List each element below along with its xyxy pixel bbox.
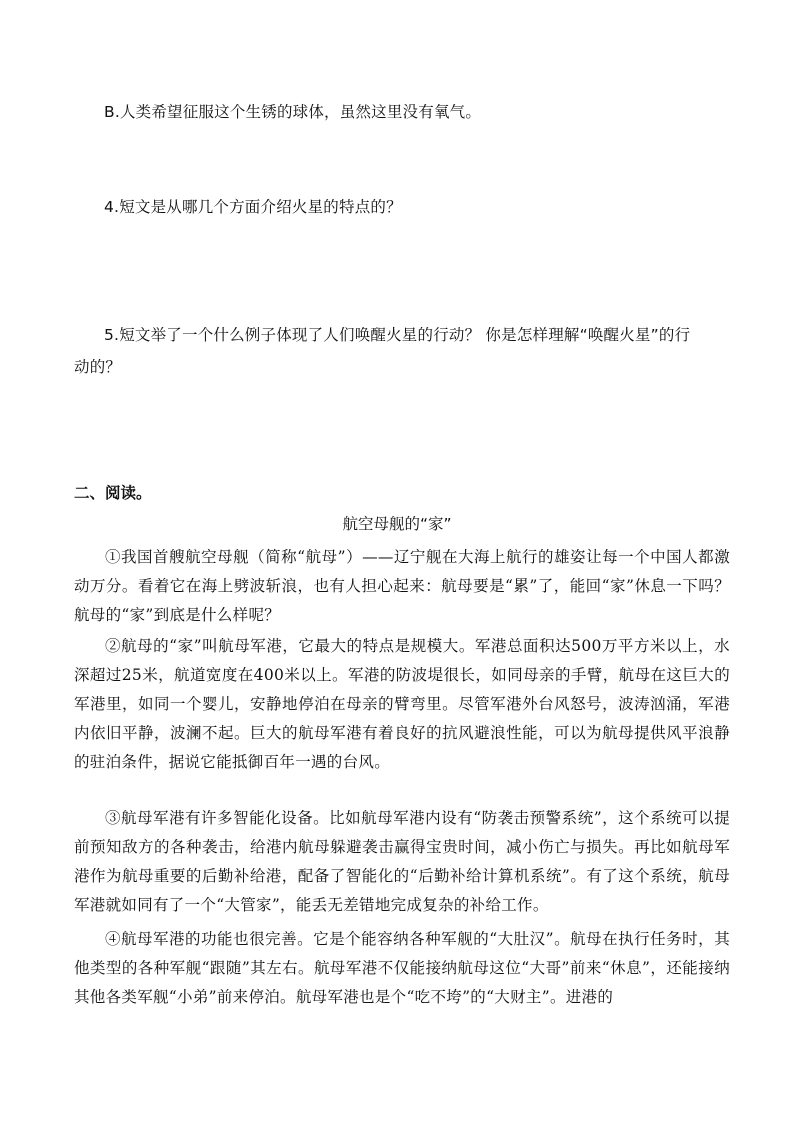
paragraph-4: ④航母军港的功能也很完善。它是个能容纳各种军舰的“大肚汉”。航母在执行任务时，其他类型的各种军舰“跟随”其左右。航母军港不仅能接纳航母这位“大哥”前来“休息”，还能接纳其他各类军舰“小弟”前来停泊。航母军港也是个“吃不垮”的“大财主”。进港的 xyxy=(74,930,730,1006)
section-heading: 二、阅读。 xyxy=(74,484,152,502)
question-4: 4.短文是从哪几个方面介绍火星的特点的？ xyxy=(104,198,402,216)
question-5-line-2: 动的？ xyxy=(74,358,122,376)
article-title: 航空母舰的“家” xyxy=(342,515,452,533)
paragraph-1: ①我国首艘航空母舰（简称“航母”）——辽宁舰在大海上航行的雄姿让每一个中国人都激动万分。看着它在海上劈波斩浪，也有人担心起来：航母要是“累”了，能回“家”休息一下吗？航母的“家”到底是什么样呢？ xyxy=(74,548,730,624)
question-b-option: B.人类希望征服这个生锈的球体，虽然这里没有氧气。 xyxy=(104,103,482,121)
paragraph-2: ②航母的“家”叫航母军港，它最大的特点是规模大。军港总面积达500万平方米以上，水深超过25米，航道宽度在400米以上。军港的防波堤很长，如同母亲的手臂，航母在这巨大的军港里，如同一个婴儿，安静地停泊在母亲的臂弯里。尽管军港外台风怒号，波涛汹涌，军港内依旧平静，波澜不起。巨大的航母军港有着良好的抗风避浪性能，可以为航母提供风平浪静的驻泊条件，据说它能抵御百年一遇的台风。 xyxy=(74,637,730,771)
paragraph-3: ③航母军港有许多智能化设备。比如航母军港内设有“防袭击预警系统”，这个系统可以提前预知敌方的各种袭击，给港内航母躲避袭击赢得宝贵时间，减小伤亡与损失。再比如航母军港作为航母重要的后勤补给港，配备了智能化的“后勤补给计算机系统”。有了这个系统，航母军港就如同有了一个“大管家”，能丢无差错地完成复杂的补给工作。 xyxy=(74,809,730,914)
question-5-line-1: 5.短文举了一个什么例子体现了人们唤醒火星的行动？ 你是怎样理解“唤醒火星”的行 xyxy=(104,326,691,344)
